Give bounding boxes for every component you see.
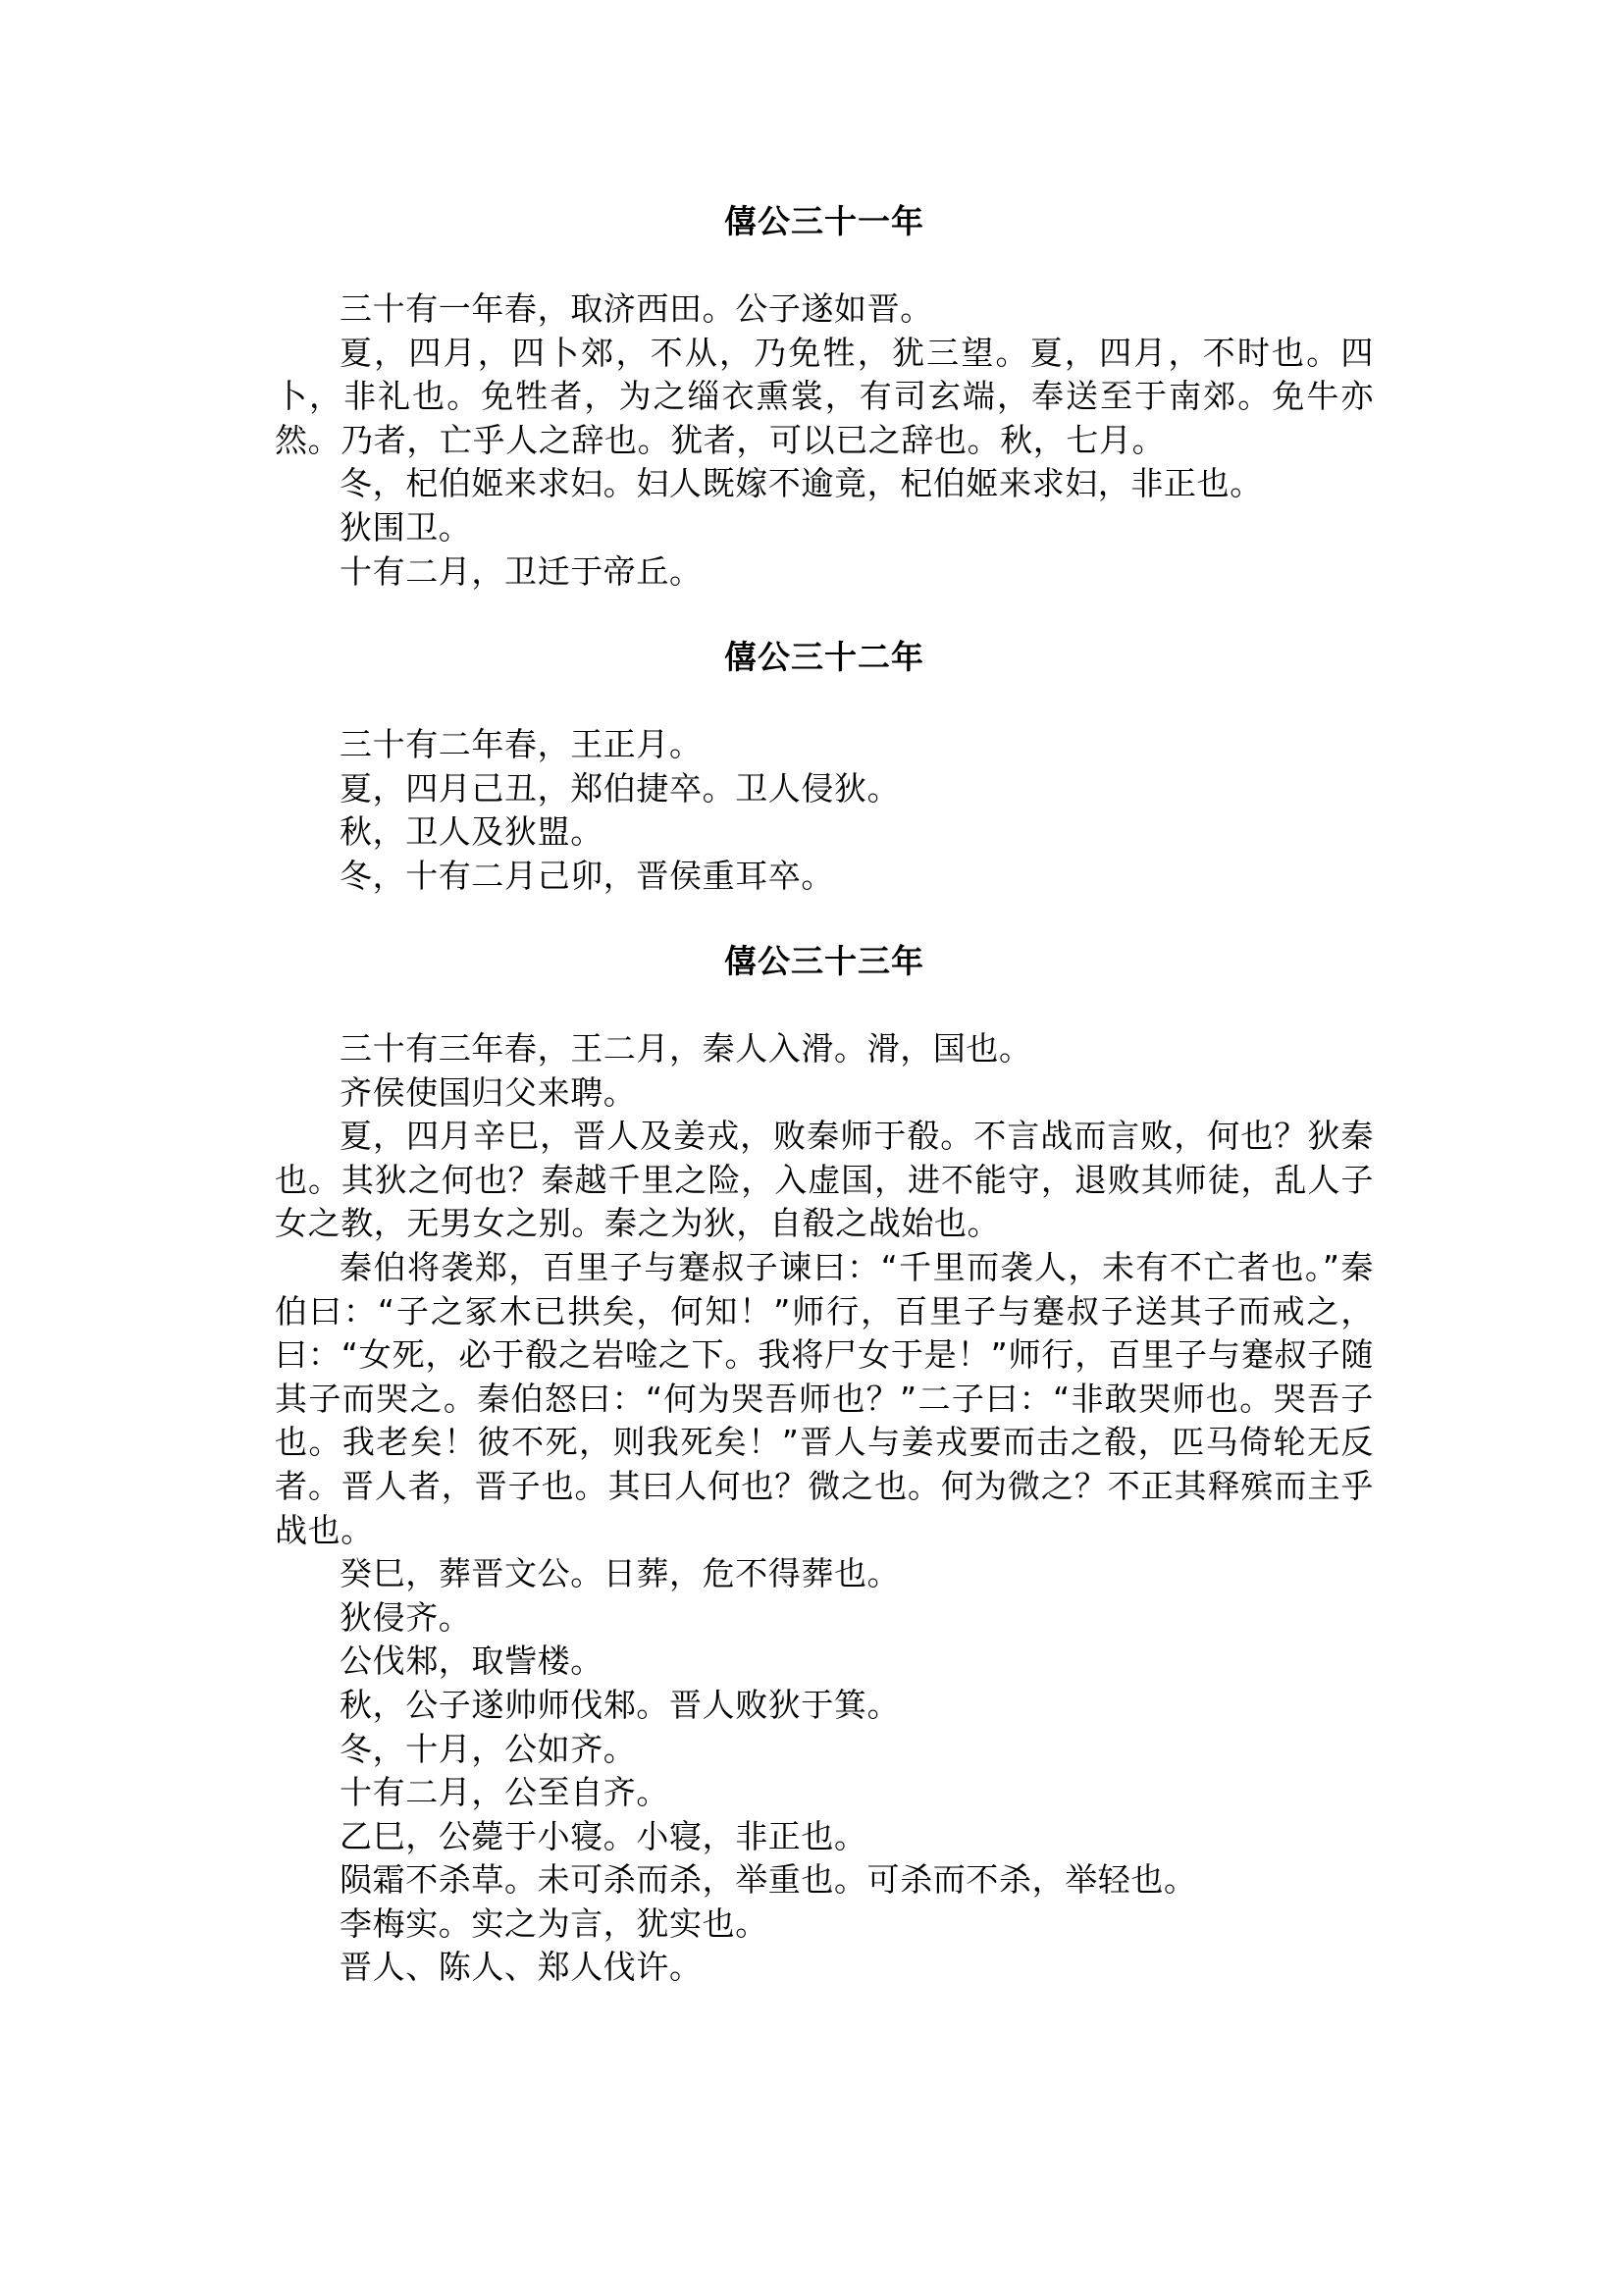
paragraph: 夏，四月，四卜郊，不从，乃免牲，犹三望。夏，四月，不时也。四卜，非礼也。免牲者，为之缁衣熏裳，有司玄端，奉送至于南郊。免牛亦然。乃者，亡乎人之辞也。犹者，可以已之辞也。秋，七月。 bbox=[275, 333, 1374, 459]
paragraph: 癸巳，葬晋文公。日葬，危不得葬也。 bbox=[340, 1554, 901, 1593]
chapter-body bbox=[275, 287, 1374, 594]
paragraph: 秋，卫人及狄盟。 bbox=[340, 812, 603, 852]
chapter-section bbox=[275, 636, 1374, 898]
chapter-section bbox=[275, 200, 1374, 594]
paragraph: 夏，四月辛巳，晋人及姜戎，败秦师于殽。不言战而言败，何也？狄秦也。其狄之何也？秦越千里之险，入虚国，进不能守，退败其师徒，乱人子女之教，无男女之别。秦之为狄，自殽之战始也。 bbox=[275, 1117, 1374, 1243]
paragraph: 齐侯使国归父来聘。 bbox=[340, 1072, 637, 1112]
paragraph: 秦伯将袭郑，百里子与蹇叔子谏曰：“千里而袭人，未有不亡者也。”秦伯曰：“子之冢木已拱矣，何知！”师行，百里子与蹇叔子送其子而戒之，曰：“女死，必于殽之岩唫之下。我将尸女于是！”师行，百里子与蹇叔子随其子而哭之。秦伯怒曰：“何为哭吾师也？”二子曰：“非敢哭师也。哭吾子也。我老矣！彼不死，则我死矣！”晋人与姜戎要而击之殽，匹马倚轮无反者。晋人者，晋子也。其曰人何也？微之也。何为微之？不正其释殡而主乎战也。 bbox=[275, 1247, 1374, 1549]
paragraph: 十有二月，卫迁于帝丘。 bbox=[340, 551, 703, 591]
chapter-title: 僖公三十三年 bbox=[724, 942, 924, 980]
paragraph: 陨霜不杀草。未可杀而杀，举重也。可杀而不杀，举轻也。 bbox=[340, 1860, 1197, 1900]
chapter-body bbox=[275, 723, 1374, 898]
chapter-section bbox=[275, 940, 1374, 1990]
paragraph: 李梅实。实之为言，犹实也。 bbox=[340, 1903, 768, 1943]
chapter-title: 僖公三十二年 bbox=[724, 638, 924, 676]
paragraph: 晋人、陈人、郑人伐许。 bbox=[340, 1948, 703, 1987]
paragraph: 狄侵齐。 bbox=[340, 1597, 472, 1637]
chapter-title: 僖公三十一年 bbox=[724, 202, 924, 240]
paragraph: 秋，公子遂帅师伐邾。晋人败狄于箕。 bbox=[340, 1685, 901, 1724]
paragraph: 狄围卫。 bbox=[340, 507, 472, 547]
paragraph: 夏，四月己丑，郑伯捷卒。卫人侵狄。 bbox=[340, 768, 901, 808]
paragraph: 乙巳，公薨于小寝。小寝，非正也。 bbox=[340, 1816, 867, 1855]
paragraph: 三十有二年春，王正月。 bbox=[340, 725, 703, 763]
paragraph: 三十有一年春，取济西田。公子遂如晋。 bbox=[340, 289, 933, 328]
paragraph: 十有二月，公至自齐。 bbox=[340, 1773, 669, 1812]
paragraph: 冬，十月，公如齐。 bbox=[340, 1729, 637, 1768]
paragraph: 公伐邾，取訾楼。 bbox=[340, 1642, 603, 1681]
paragraph: 冬，十有二月己卯，晋侯重耳卒。 bbox=[340, 856, 834, 895]
paragraph: 冬，杞伯姬来求妇。妇人既嫁不逾竟，杞伯姬来求妇，非正也。 bbox=[340, 464, 1263, 503]
chapter-body bbox=[275, 1027, 1374, 1990]
paragraph: 三十有三年春，王二月，秦人入滑。滑，国也。 bbox=[340, 1029, 1032, 1068]
